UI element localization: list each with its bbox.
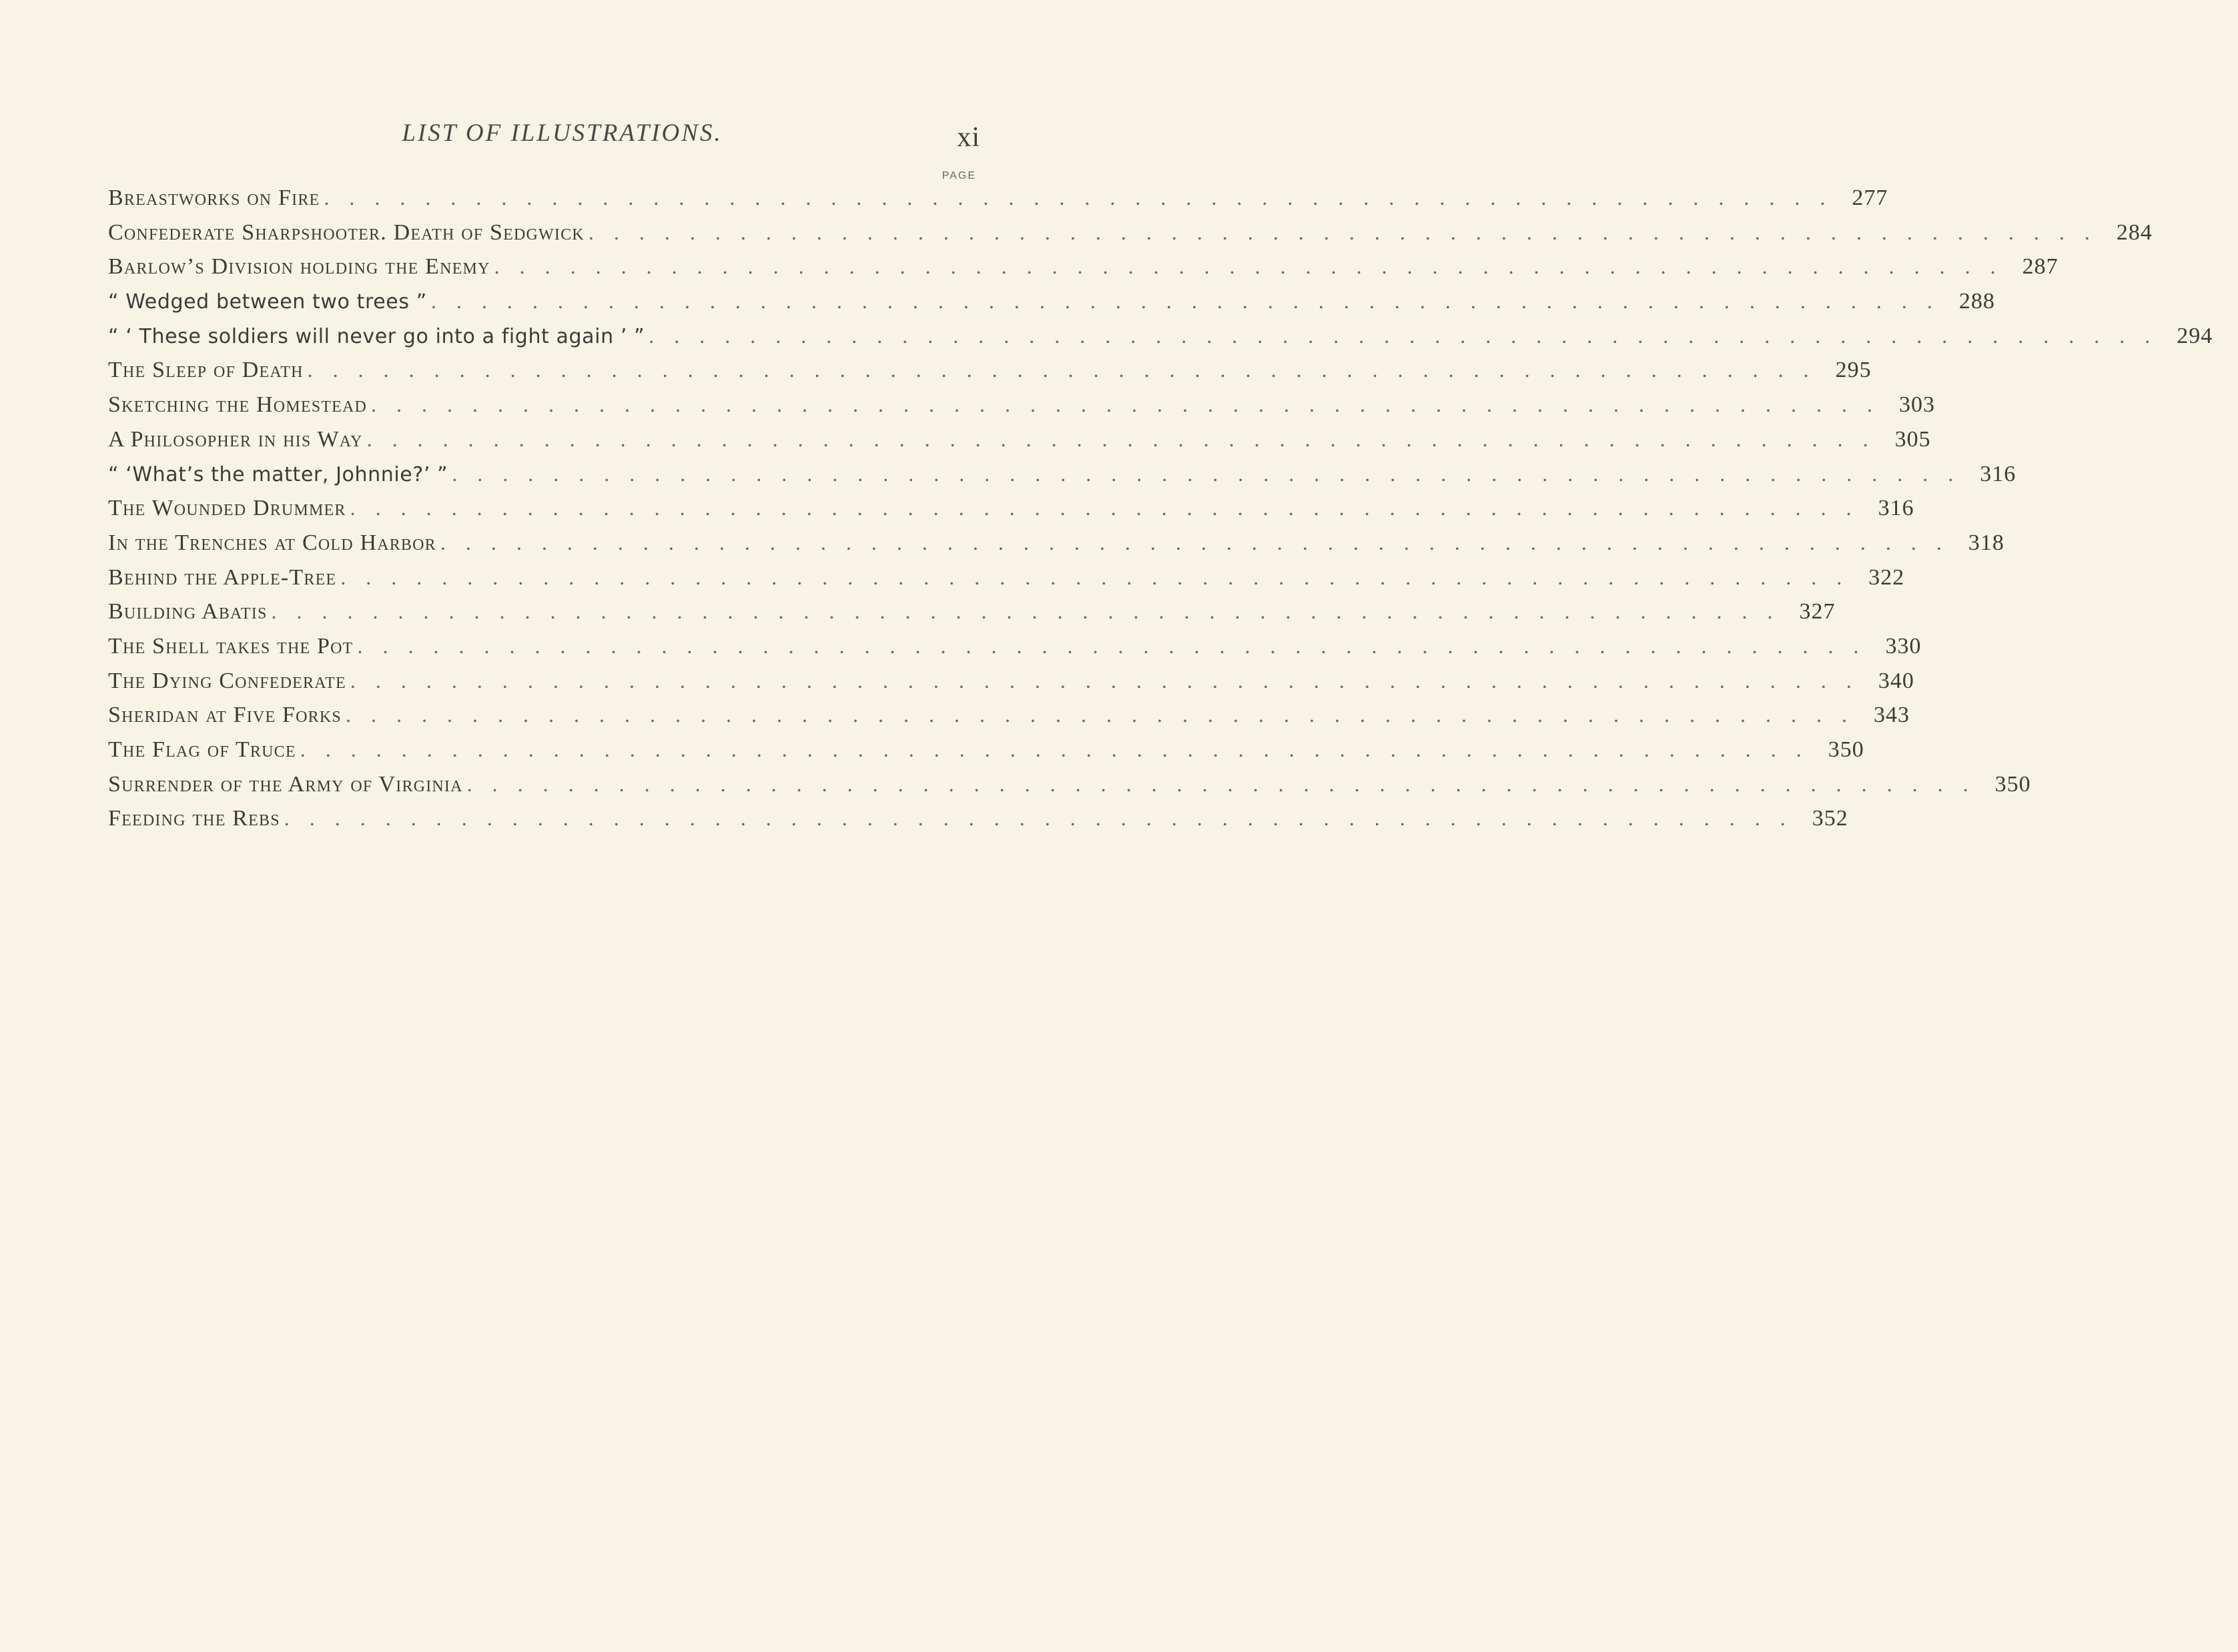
entry-page: 305 [1894, 426, 1931, 452]
entry-page: 322 [1868, 564, 1905, 590]
entry-page: 343 [1873, 703, 1910, 728]
entry-page: 277 [1852, 185, 1888, 210]
entry-page: 327 [1799, 599, 1836, 625]
dot-leader: ............................................................ [350, 496, 1872, 520]
dot-leader: ............................................................ [649, 323, 2171, 348]
entry-page: 340 [1878, 668, 1914, 693]
entry-page: 330 [1885, 633, 1922, 659]
list-item [108, 668, 1914, 703]
entry-title: A Philosopher in his Way [108, 426, 363, 452]
dot-leader: ............................................................ [440, 530, 1962, 554]
dot-leader: ............................................................ [366, 426, 1888, 451]
entry-page: 294 [2177, 323, 2213, 348]
entry-page: 318 [1968, 530, 2004, 555]
dot-leader: ............................................................ [284, 806, 1806, 831]
entry-title: Confederate Sharpshooter. Death of Sedgwick [108, 220, 585, 245]
entry-page: 284 [2116, 220, 2153, 245]
dot-leader: ............................................................ [307, 358, 1829, 382]
entry-title: The Flag of Truce [108, 737, 296, 762]
dot-leader: ............................................................ [271, 599, 1793, 624]
dot-leader: ............................................................ [324, 185, 1846, 210]
entry-title: Building Abatis [108, 599, 268, 625]
entry-page: 303 [1899, 392, 1936, 418]
list-item [108, 220, 2153, 255]
entry-title: Feeding the Rebs [108, 806, 280, 831]
dot-leader: ............................................................ [345, 703, 1867, 727]
list-item [108, 289, 1995, 324]
dot-leader: ............................................................ [494, 254, 2016, 279]
entry-page: 316 [1980, 461, 2016, 486]
list-item [108, 530, 2004, 565]
dot-leader: ............................................................ [300, 737, 1822, 761]
list-item [108, 599, 1836, 634]
entry-title: Behind the Apple-Tree [108, 564, 337, 590]
running-head [0, 119, 1122, 159]
entry-title: Barlow’s Division holding the Enemy [108, 254, 490, 280]
list-item [108, 633, 1922, 669]
list-item [108, 771, 2031, 807]
list-item [108, 703, 1910, 737]
list-item [108, 806, 1848, 841]
entry-title: The Sleep of Death [108, 358, 304, 383]
page-number: xi [957, 122, 980, 153]
dot-leader: ............................................................ [466, 771, 1988, 796]
entry-title: “ ‘What’s the matter, Johnnie?’ ” [108, 462, 448, 486]
entry-title: The Shell takes the Pot [108, 633, 354, 659]
entry-title: The Dying Confederate [108, 668, 346, 693]
list-item [108, 426, 1931, 462]
list-item [108, 737, 1864, 772]
running-title: LIST OF ILLUSTRATIONS. [402, 119, 723, 147]
entry-page: 295 [1835, 358, 1872, 383]
entry-page: 316 [1878, 496, 1914, 521]
entry-page: 288 [1958, 289, 1995, 314]
entry-title: The Wounded Drummer [108, 496, 346, 521]
list-item [108, 564, 1905, 600]
entry-title: Sketching the Homestead [108, 392, 368, 418]
entry-page: 350 [1828, 737, 1864, 762]
entry-title: Breastworks on Fire [108, 185, 320, 210]
dot-leader: ............................................................ [588, 220, 2110, 244]
list-item [108, 496, 1914, 530]
dot-leader: ............................................................ [350, 668, 1872, 693]
entry-page: 287 [2022, 254, 2059, 280]
entry-page: 352 [1812, 806, 1848, 831]
dot-leader: ............................................................ [340, 564, 1862, 589]
entry-title: “ Wedged between two trees ” [108, 290, 427, 314]
list-item [108, 461, 2016, 496]
entry-title: Surrender of the Army of Virginia [108, 771, 463, 797]
list-item [108, 254, 2059, 289]
dot-leader: ............................................................ [452, 461, 1974, 486]
entry-page: 350 [1994, 771, 2031, 797]
entry-title: In the Trenches at Cold Harbor [108, 530, 436, 555]
list-item [108, 358, 1872, 392]
dot-leader: ............................................................ [357, 633, 1879, 658]
illustrations-list [108, 185, 2213, 841]
list-item [108, 185, 1888, 220]
list-item [108, 323, 2213, 358]
dot-leader: ............................................................ [371, 392, 1893, 417]
page-column-label: PAGE [942, 170, 976, 181]
list-item [108, 392, 1936, 427]
entry-title: Sheridan at Five Forks [108, 703, 342, 728]
dot-leader: ............................................................ [430, 289, 1952, 314]
entry-title: “ ‘ These soldiers will never go into a fight again ’ ” [108, 324, 645, 348]
